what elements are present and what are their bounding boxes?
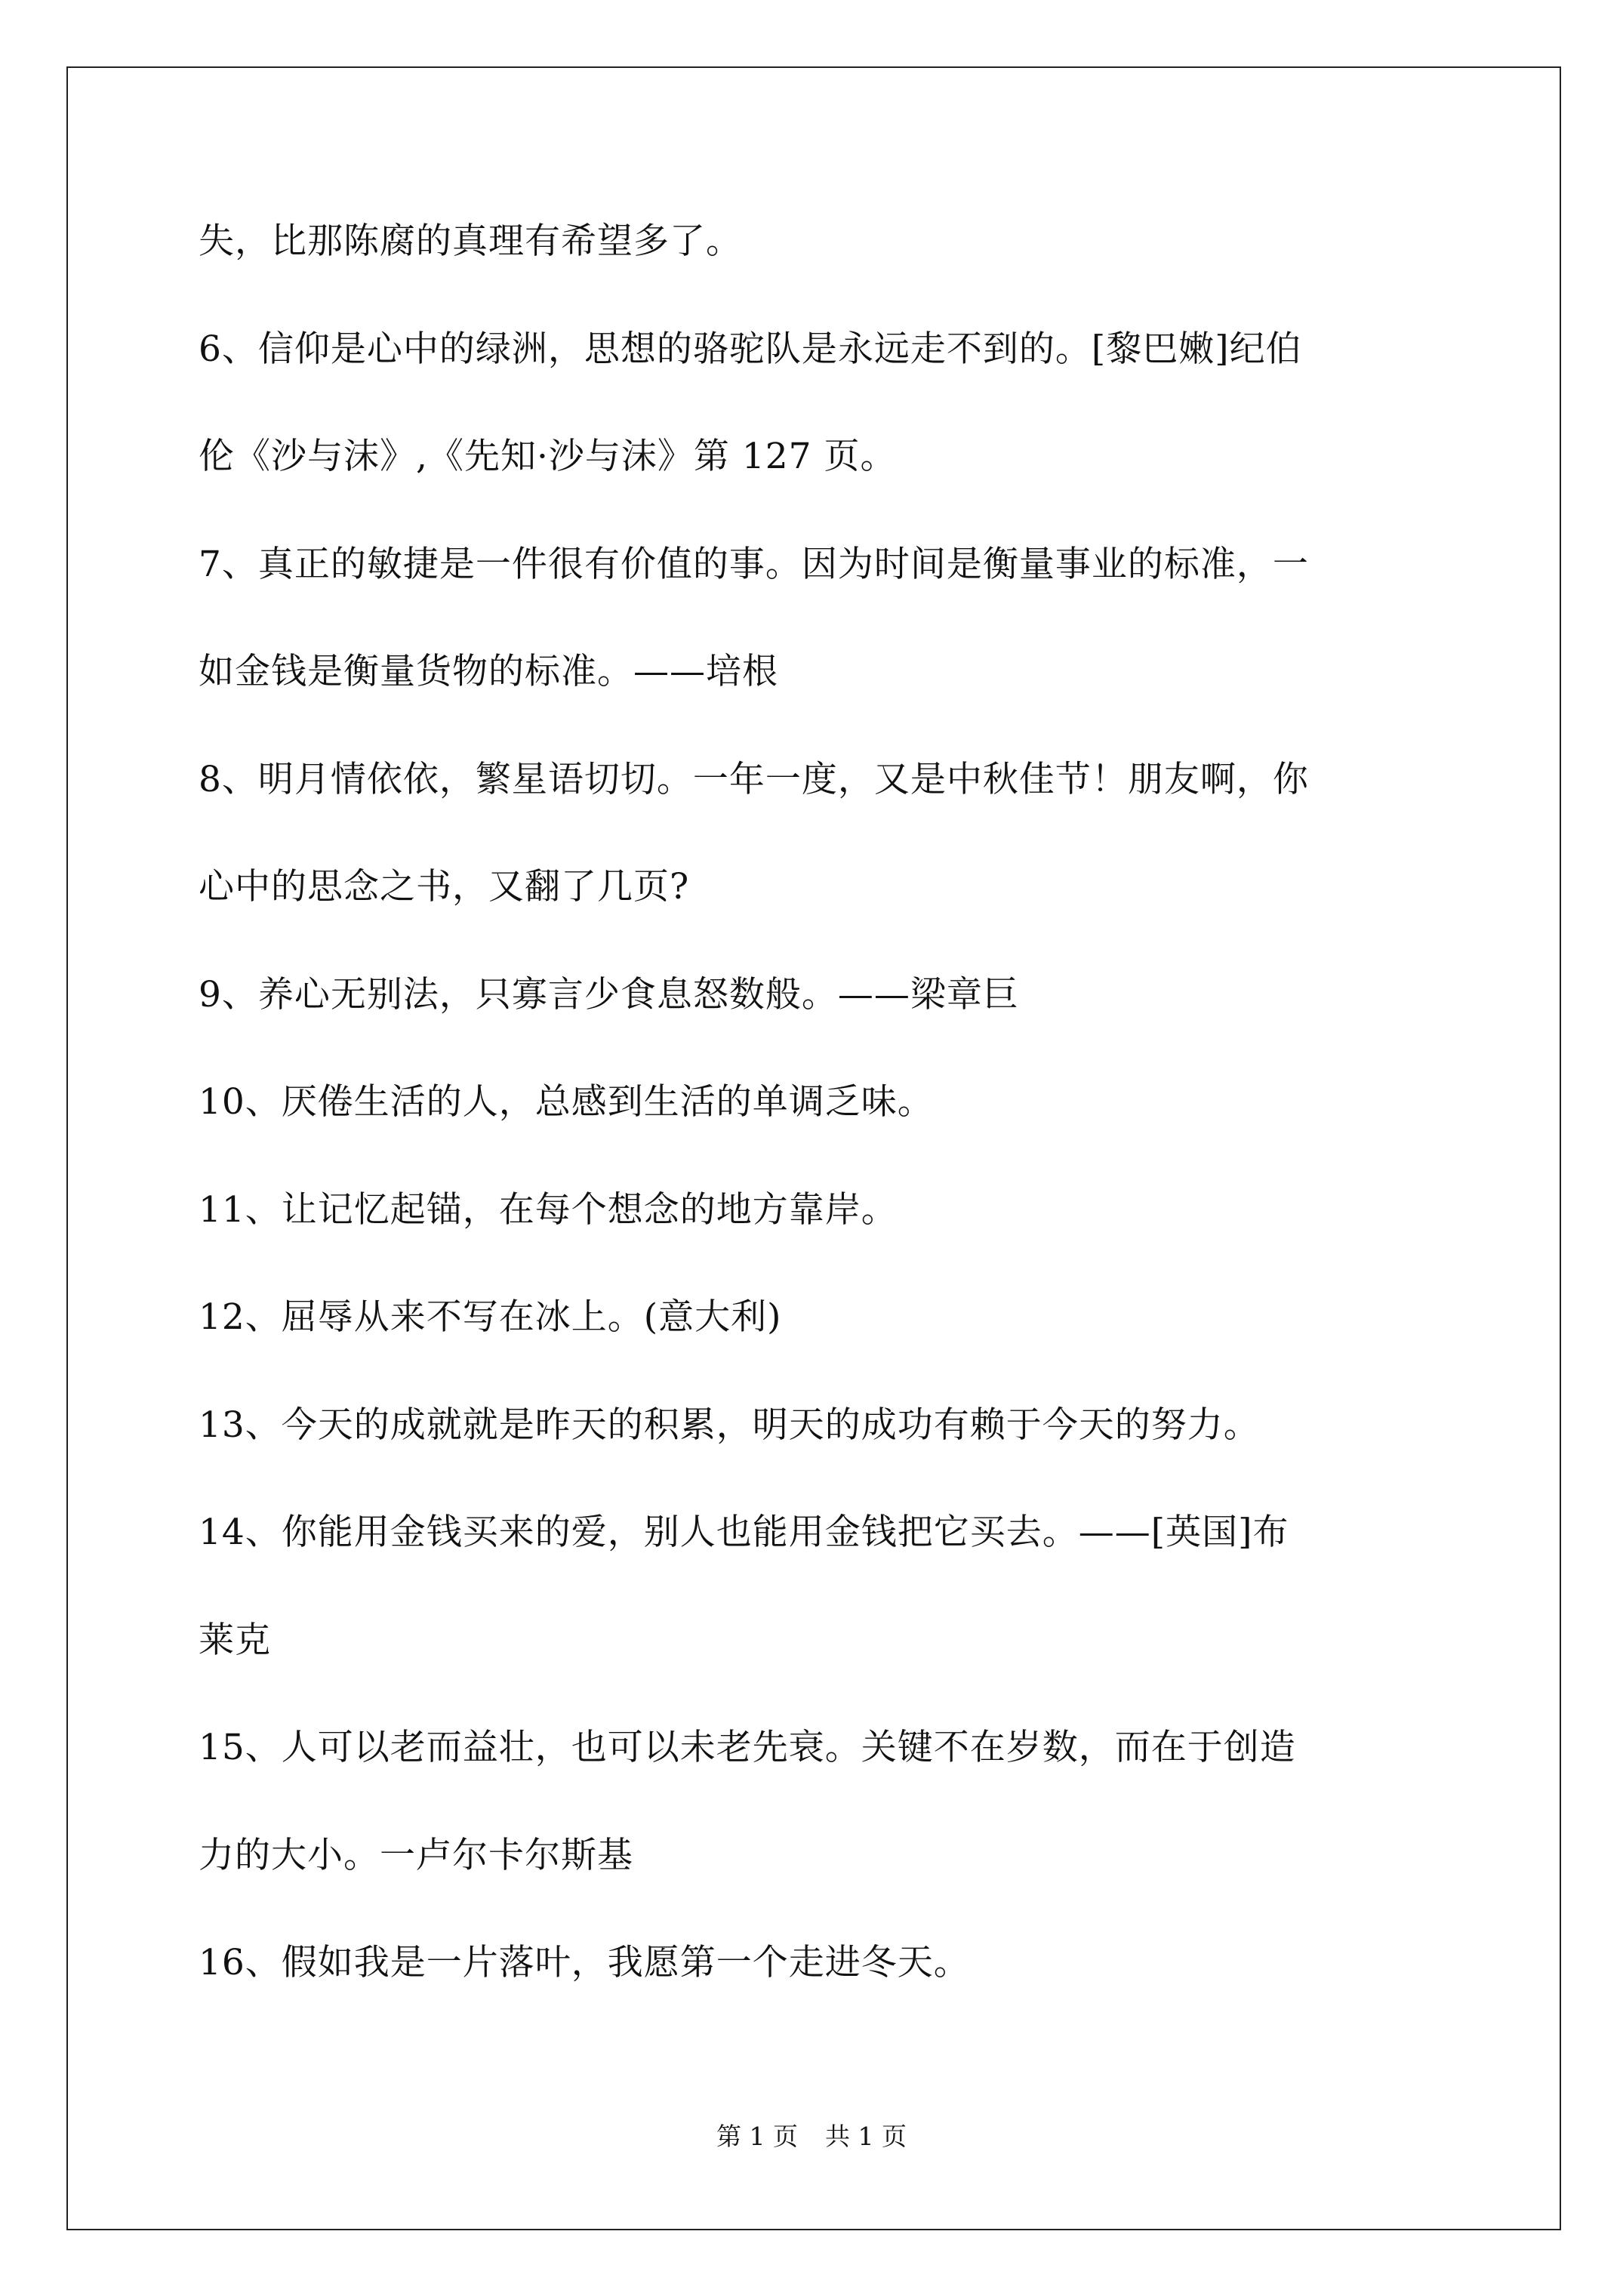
text-line: 12、屈辱从来不写在冰上。(意大利) — [199, 1296, 782, 1338]
text-line: 9、养心无别法，只寡言少食息怒数般。——梁章巨 — [199, 973, 1019, 1015]
text-line: 11、让记忆起锚，在每个想念的地方靠岸。 — [199, 1188, 898, 1231]
page-number-current: 第 1 页 — [716, 2122, 798, 2151]
text-line: 莱克 — [199, 1619, 271, 1661]
text-line: 7、真正的敏捷是一件很有价值的事。因为时间是衡量事业的标准，一 — [199, 543, 1309, 585]
text-line: 心中的思念之书，又翻了几页? — [199, 866, 690, 908]
text-line: 14、你能用金钱买来的爱，别人也能用金钱把它买去。——[英国]布 — [199, 1512, 1289, 1553]
page-footer — [0, 2122, 1623, 2152]
text-line: 6、信仰是心中的绿洲，思想的骆驼队是永远走不到的。[黎巴嫩]纪伯 — [199, 328, 1302, 370]
text-line: 伦《沙与沫》,《先知·沙与沫》第 127 页。 — [199, 436, 897, 477]
text-line: 失，比那陈腐的真理有希望多了。 — [199, 220, 742, 262]
text-line: 8、明月情依依，繁星语切切。一年一度，又是中秋佳节！朋友啊，你 — [199, 758, 1309, 800]
text-line: 10、厌倦生活的人，总感到生活的单调乏味。 — [199, 1081, 934, 1123]
text-line: 13、今天的成就就是昨天的积累，明天的成功有赖于今天的努力。 — [199, 1404, 1260, 1446]
text-line: 如金钱是衡量货物的标准。——培根 — [199, 651, 778, 692]
page-number-total: 共 1 页 — [825, 2122, 907, 2151]
text-line: 16、假如我是一片落叶，我愿第一个走进冬天。 — [199, 1942, 970, 1983]
text-line: 力的大小。一卢尔卡尔斯基 — [199, 1834, 633, 1876]
text-line: 15、人可以老而益壮，也可以未老先衰。关键不在岁数，而在于创造 — [199, 1727, 1296, 1768]
document-body — [199, 219, 1437, 2048]
